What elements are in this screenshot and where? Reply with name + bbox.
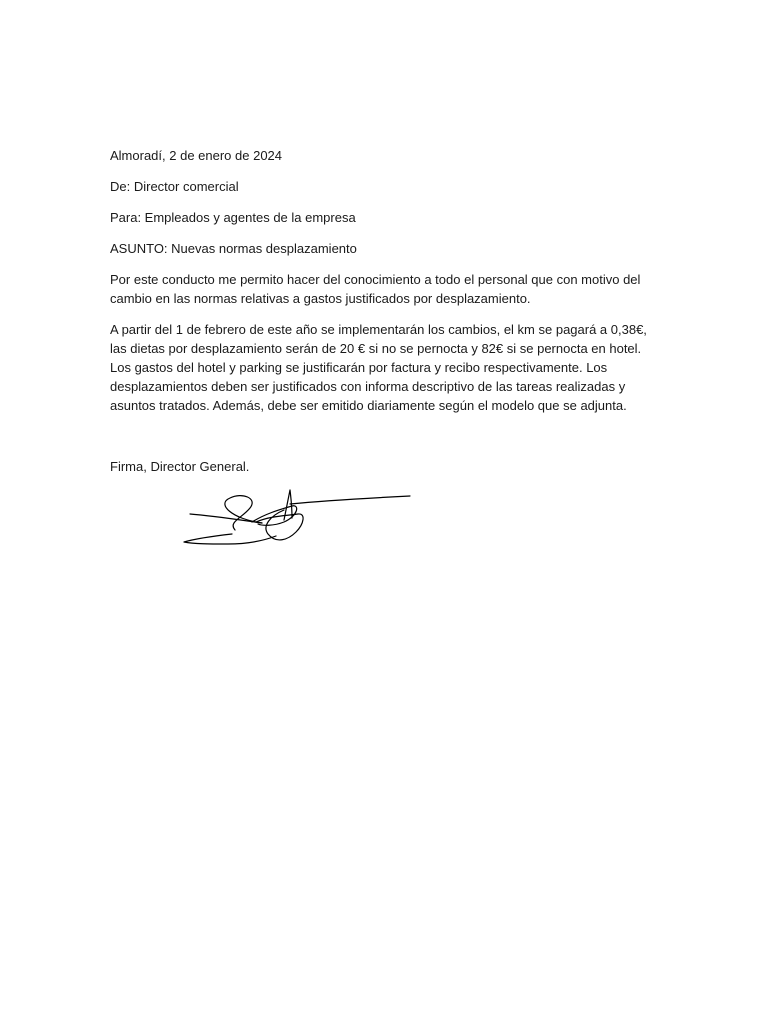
- place-date: Almoradí, 2 de enero de 2024: [110, 148, 283, 163]
- paragraph-intro: [110, 270, 670, 308]
- from-line: De: Director comercial: [110, 179, 239, 194]
- paragraph-line: las dietas por desplazamiento serán de 20 € si no se pernocta y 82€ si se pernocta en hotel.: [110, 341, 642, 356]
- handwritten-signature: [180, 486, 420, 552]
- subject-line: ASUNTO: Nuevas normas desplazamiento: [110, 241, 357, 256]
- to-line: Para: Empleados y agentes de la empresa: [110, 210, 356, 225]
- letter-body: [110, 146, 670, 427]
- paragraph-line: desplazamientos deben ser justificados con informa descriptivo de las tareas realizadas y: [110, 379, 626, 394]
- paragraph-details: [110, 320, 670, 415]
- paragraph-line: A partir del 1 de febrero de este año se implementarán los cambios, el km se pagará a 0,38€,: [110, 322, 647, 337]
- paragraph-line: cambio en las normas relativas a gastos justificados por desplazamiento.: [110, 291, 531, 306]
- paragraph-line: Por este conducto me permito hacer del conocimiento a todo el personal que con motivo del: [110, 272, 641, 287]
- paragraph-line: asuntos tratados. Además, debe ser emitido diariamente según el modelo que se adjunta.: [110, 398, 627, 413]
- paragraph-line: Los gastos del hotel y parking se justificarán por factura y recibo respectivamente. Los: [110, 360, 608, 375]
- signoff: Firma, Director General.: [110, 459, 250, 474]
